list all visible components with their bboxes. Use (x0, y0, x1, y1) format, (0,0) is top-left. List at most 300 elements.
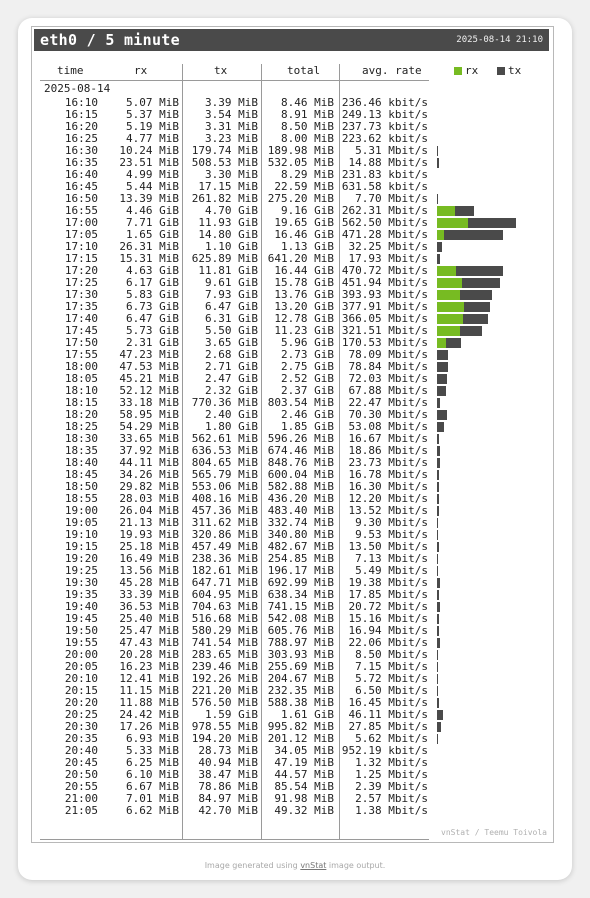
row-total: 254.85 MiB (267, 552, 334, 565)
row-total: 542.08 MiB (267, 612, 334, 625)
row-avg-rate: 1.32 Mbit/s (355, 756, 428, 769)
row-time: 18:40 (64, 456, 98, 469)
row-time: 20:00 (64, 648, 98, 661)
row-time: 18:50 (64, 480, 98, 493)
tx-bar (456, 266, 503, 276)
row-time: 18:00 (64, 360, 98, 373)
row-tx: 40.94 MiB (198, 756, 258, 769)
row-avg-rate: 16.45 Mbit/s (348, 696, 428, 709)
row-rx: 34.26 MiB (119, 468, 179, 481)
tx-bar (437, 158, 439, 168)
row-rx: 25.18 MiB (119, 540, 179, 553)
row-time: 20:55 (64, 780, 98, 793)
row-time: 20:40 (64, 744, 98, 757)
row-avg-rate: 78.84 Mbit/s (348, 360, 428, 373)
row-avg-rate: 249.13 kbit/s (341, 108, 428, 121)
row-time: 16:40 (64, 168, 98, 181)
row-avg-rate: 236.46 kbit/s (341, 96, 428, 109)
row-total: 995.82 MiB (267, 720, 334, 733)
bottom-divider (40, 839, 429, 840)
row-avg-rate: 72.03 Mbit/s (348, 372, 428, 385)
row-time: 20:25 (64, 708, 98, 721)
tx-bar (455, 206, 474, 216)
rx-bar (437, 338, 446, 348)
row-tx: 84.97 MiB (198, 792, 258, 805)
row-time: 19:30 (64, 576, 98, 589)
row-total: 483.40 MiB (267, 504, 334, 517)
row-rx: 26.04 MiB (119, 504, 179, 517)
row-time: 18:10 (64, 384, 98, 397)
row-time: 20:15 (64, 684, 98, 697)
tx-bar (437, 662, 438, 672)
row-total: 8.46 MiB (281, 96, 334, 109)
row-tx: 2.40 GiB (205, 408, 258, 421)
row-avg-rate: 20.72 Mbit/s (348, 600, 428, 613)
row-time: 20:10 (64, 672, 98, 685)
row-total: 44.57 MiB (274, 768, 334, 781)
row-tx: 320.86 MiB (191, 528, 258, 541)
row-total: 2.73 GiB (281, 348, 334, 361)
row-avg-rate: 16.67 Mbit/s (348, 432, 428, 445)
tx-bar (462, 278, 500, 288)
row-tx: 78.86 MiB (198, 780, 258, 793)
row-time: 17:55 (64, 348, 98, 361)
row-tx: 604.95 MiB (191, 588, 258, 601)
row-tx: 239.46 MiB (191, 660, 258, 673)
row-avg-rate: 46.11 Mbit/s (348, 708, 428, 721)
row-rx: 19.93 MiB (119, 528, 179, 541)
rx-bar (437, 290, 460, 300)
row-total: 1.13 GiB (281, 240, 334, 253)
row-total: 340.80 MiB (267, 528, 334, 541)
row-avg-rate: 5.72 Mbit/s (355, 672, 428, 685)
row-time: 19:15 (64, 540, 98, 553)
row-rx: 11.88 MiB (119, 696, 179, 709)
row-total: 16.46 GiB (274, 228, 334, 241)
tx-bar (437, 254, 440, 264)
row-tx: 9.61 GiB (205, 276, 258, 289)
rx-bar (437, 314, 463, 324)
tx-bar (460, 326, 482, 336)
row-time: 19:25 (64, 564, 98, 577)
row-avg-rate: 22.47 Mbit/s (348, 396, 428, 409)
row-rx: 54.29 MiB (119, 420, 179, 433)
tx-bar (437, 242, 442, 252)
row-total: 600.04 MiB (267, 468, 334, 481)
row-total: 13.76 GiB (274, 288, 334, 301)
caption-prefix: Image generated using (204, 861, 301, 870)
row-avg-rate: 631.58 kbit/s (341, 180, 428, 193)
rx-bar (437, 278, 462, 288)
row-rx: 29.82 MiB (119, 480, 179, 493)
row-rx: 36.53 MiB (119, 600, 179, 613)
row-tx: 647.71 MiB (191, 576, 258, 589)
row-avg-rate: 237.73 kbit/s (341, 120, 428, 133)
row-rx: 45.28 MiB (119, 576, 179, 589)
row-avg-rate: 17.93 Mbit/s (348, 252, 428, 265)
row-avg-rate: 321.51 Mbit/s (341, 324, 428, 337)
row-avg-rate: 18.86 Mbit/s (348, 444, 428, 457)
vnstat-link[interactable]: vnStat (300, 861, 327, 870)
row-avg-rate: 32.25 Mbit/s (348, 240, 428, 253)
row-rx: 25.47 MiB (119, 624, 179, 637)
caption-suffix: image output. (326, 861, 386, 870)
row-rx: 52.12 MiB (119, 384, 179, 397)
row-avg-rate: 5.62 Mbit/s (355, 732, 428, 745)
row-total: 674.46 MiB (267, 444, 334, 457)
row-tx: 1.10 GiB (205, 240, 258, 253)
row-time: 19:55 (64, 636, 98, 649)
row-time: 20:45 (64, 756, 98, 769)
row-avg-rate: 9.30 Mbit/s (355, 516, 428, 529)
tx-bar (437, 350, 448, 360)
row-total: 582.88 MiB (267, 480, 334, 493)
row-rx: 4.77 MiB (126, 132, 179, 145)
row-time: 16:30 (64, 144, 98, 157)
row-time: 21:05 (64, 804, 98, 817)
row-tx: 221.20 MiB (191, 684, 258, 697)
row-rx: 4.63 GiB (126, 264, 179, 277)
row-time: 18:20 (64, 408, 98, 421)
tx-bar (437, 686, 438, 696)
row-rx: 33.39 MiB (119, 588, 179, 601)
row-avg-rate: 223.62 kbit/s (341, 132, 428, 145)
row-time: 16:10 (64, 96, 98, 109)
table-row (32, 805, 553, 817)
row-avg-rate: 170.53 Mbit/s (341, 336, 428, 349)
row-tx: 7.93 GiB (205, 288, 258, 301)
row-rx: 5.73 GiB (126, 324, 179, 337)
tx-bar (460, 290, 492, 300)
tx-bar (437, 554, 438, 564)
row-total: 303.93 MiB (267, 648, 334, 661)
row-rx: 24.42 MiB (119, 708, 179, 721)
row-tx: 3.39 MiB (205, 96, 258, 109)
row-time: 19:20 (64, 552, 98, 565)
row-avg-rate: 13.52 Mbit/s (348, 504, 428, 517)
row-tx: 1.59 GiB (205, 708, 258, 721)
rx-bar (437, 302, 464, 312)
row-total: 2.37 GiB (281, 384, 334, 397)
row-time: 18:30 (64, 432, 98, 445)
row-rx: 15.31 MiB (119, 252, 179, 265)
row-tx: 3.65 GiB (205, 336, 258, 349)
row-avg-rate: 17.85 Mbit/s (348, 588, 428, 601)
row-tx: 5.50 GiB (205, 324, 258, 337)
tx-bar (437, 146, 438, 156)
row-rx: 20.28 MiB (119, 648, 179, 661)
row-tx: 2.68 GiB (205, 348, 258, 361)
row-total: 436.20 MiB (267, 492, 334, 505)
row-time: 19:45 (64, 612, 98, 625)
row-tx: 804.65 MiB (191, 456, 258, 469)
row-rx: 6.17 GiB (126, 276, 179, 289)
row-avg-rate: 27.85 Mbit/s (348, 720, 428, 733)
row-rx: 25.40 MiB (119, 612, 179, 625)
row-total: 85.54 MiB (274, 780, 334, 793)
row-tx: 741.54 MiB (191, 636, 258, 649)
row-time: 18:05 (64, 372, 98, 385)
row-rx: 4.99 MiB (126, 168, 179, 181)
row-tx: 408.16 MiB (191, 492, 258, 505)
row-rx: 5.83 GiB (126, 288, 179, 301)
vnstat-report (31, 26, 554, 843)
tx-bar (437, 386, 446, 396)
tx-bar (437, 626, 439, 636)
row-avg-rate: 451.94 Mbit/s (341, 276, 428, 289)
row-time: 19:10 (64, 528, 98, 541)
row-tx: 311.62 MiB (191, 516, 258, 529)
tx-bar (437, 614, 439, 624)
row-time: 17:50 (64, 336, 98, 349)
row-rx: 37.92 MiB (119, 444, 179, 457)
rx-bar (437, 266, 456, 276)
tx-bar (437, 566, 438, 576)
vnstat-credit: vnStat / Teemu Toivola (441, 828, 547, 837)
rx-bar (437, 218, 468, 228)
row-rx: 6.10 MiB (126, 768, 179, 781)
row-tx: 261.82 MiB (191, 192, 258, 205)
row-tx: 457.36 MiB (191, 504, 258, 517)
legend-rx-label: rx (465, 64, 479, 77)
tx-bar (446, 338, 461, 348)
row-time: 16:35 (64, 156, 98, 169)
row-rx: 6.93 MiB (126, 732, 179, 745)
row-avg-rate: 9.53 Mbit/s (355, 528, 428, 541)
row-rx: 6.67 MiB (126, 780, 179, 793)
row-tx: 1.80 GiB (205, 420, 258, 433)
row-tx: 283.65 MiB (191, 648, 258, 661)
row-time: 16:25 (64, 132, 98, 145)
row-avg-rate: 2.57 Mbit/s (355, 792, 428, 805)
row-tx: 14.80 GiB (198, 228, 258, 241)
row-time: 17:20 (64, 264, 98, 277)
row-tx: 2.71 GiB (205, 360, 258, 373)
tx-bar (437, 722, 441, 732)
row-total: 19.65 GiB (274, 216, 334, 229)
row-rx: 47.43 MiB (119, 636, 179, 649)
row-rx: 5.33 MiB (126, 744, 179, 757)
row-rx: 13.39 MiB (119, 192, 179, 205)
row-total: 15.78 GiB (274, 276, 334, 289)
row-total: 201.12 MiB (267, 732, 334, 745)
row-time: 17:10 (64, 240, 98, 253)
row-total: 9.16 GiB (281, 204, 334, 217)
row-total: 13.20 GiB (274, 300, 334, 313)
row-total: 741.15 MiB (267, 600, 334, 613)
row-tx: 562.61 MiB (191, 432, 258, 445)
row-time: 16:45 (64, 180, 98, 193)
table-header (32, 64, 553, 78)
row-rx: 28.03 MiB (119, 492, 179, 505)
row-total: 596.26 MiB (267, 432, 334, 445)
rx-bar (437, 326, 460, 336)
tx-bar (437, 650, 438, 660)
tx-bar (437, 482, 439, 492)
title-bar (34, 29, 549, 51)
row-total: 788.97 MiB (267, 636, 334, 649)
tx-bar (437, 602, 440, 612)
tx-bar (437, 470, 439, 480)
row-rx: 58.95 MiB (119, 408, 179, 421)
row-total: 588.38 MiB (267, 696, 334, 709)
row-rx: 13.56 MiB (119, 564, 179, 577)
row-tx: 38.47 MiB (198, 768, 258, 781)
tx-bar (437, 710, 443, 720)
row-time: 17:45 (64, 324, 98, 337)
row-avg-rate: 13.50 Mbit/s (348, 540, 428, 553)
row-rx: 5.07 MiB (126, 96, 179, 109)
row-avg-rate: 5.31 Mbit/s (355, 144, 428, 157)
row-total: 11.23 GiB (274, 324, 334, 337)
row-total: 641.20 MiB (267, 252, 334, 265)
column-header-avg-rate: avg. rate (362, 64, 422, 77)
row-avg-rate: 393.93 Mbit/s (341, 288, 428, 301)
row-total: 16.44 GiB (274, 264, 334, 277)
row-avg-rate: 19.38 Mbit/s (348, 576, 428, 589)
row-avg-rate: 562.50 Mbit/s (341, 216, 428, 229)
row-rx: 1.65 GiB (126, 228, 179, 241)
row-tx: 3.23 MiB (205, 132, 258, 145)
row-avg-rate: 2.39 Mbit/s (355, 780, 428, 793)
row-total: 2.75 GiB (281, 360, 334, 373)
row-avg-rate: 1.25 Mbit/s (355, 768, 428, 781)
row-tx: 636.53 MiB (191, 444, 258, 457)
row-total: 1.61 GiB (281, 708, 334, 721)
tx-bar (464, 302, 490, 312)
row-time: 19:40 (64, 600, 98, 613)
row-tx: 192.26 MiB (191, 672, 258, 685)
tx-bar (437, 458, 440, 468)
row-avg-rate: 377.91 Mbit/s (341, 300, 428, 313)
row-tx: 42.70 MiB (198, 804, 258, 817)
row-time: 17:00 (64, 216, 98, 229)
row-rx: 10.24 MiB (119, 144, 179, 157)
image-caption (18, 861, 572, 870)
report-timestamp: 2025-08-14 21:10 (456, 35, 543, 45)
row-tx: 508.53 MiB (191, 156, 258, 169)
row-total: 605.76 MiB (267, 624, 334, 637)
row-tx: 3.31 MiB (205, 120, 258, 133)
row-rx: 26.31 MiB (119, 240, 179, 253)
row-time: 17:05 (64, 228, 98, 241)
row-time: 18:15 (64, 396, 98, 409)
tx-bar (437, 398, 440, 408)
row-total: 232.35 MiB (267, 684, 334, 697)
row-total: 204.67 MiB (267, 672, 334, 685)
row-tx: 11.93 GiB (198, 216, 258, 229)
row-tx: 457.49 MiB (191, 540, 258, 553)
row-tx: 238.36 MiB (191, 552, 258, 565)
row-total: 189.98 MiB (267, 144, 334, 157)
row-tx: 625.89 MiB (191, 252, 258, 265)
row-tx: 516.68 MiB (191, 612, 258, 625)
row-rx: 44.11 MiB (119, 456, 179, 469)
row-total: 482.67 MiB (267, 540, 334, 553)
row-tx: 11.81 GiB (198, 264, 258, 277)
row-tx: 770.36 MiB (191, 396, 258, 409)
row-rx: 16.49 MiB (119, 552, 179, 565)
row-tx: 4.70 GiB (205, 204, 258, 217)
row-tx: 194.20 MiB (191, 732, 258, 745)
row-rx: 6.47 GiB (126, 312, 179, 325)
column-header-tx: tx (214, 64, 228, 77)
row-time: 16:55 (64, 204, 98, 217)
legend-tx-label: tx (508, 64, 522, 77)
row-avg-rate: 8.50 Mbit/s (355, 648, 428, 661)
tx-bar (437, 638, 440, 648)
row-rx: 33.65 MiB (119, 432, 179, 445)
row-tx: 182.61 MiB (191, 564, 258, 577)
row-rx: 7.01 MiB (126, 792, 179, 805)
legend-tx-swatch (497, 67, 505, 75)
row-avg-rate: 12.20 Mbit/s (348, 492, 428, 505)
row-avg-rate: 67.88 Mbit/s (348, 384, 428, 397)
tx-bar (437, 674, 438, 684)
row-rx: 45.21 MiB (119, 372, 179, 385)
row-rx: 5.37 MiB (126, 108, 179, 121)
row-time: 16:15 (64, 108, 98, 121)
row-avg-rate: 16.78 Mbit/s (348, 468, 428, 481)
row-total: 8.00 MiB (281, 132, 334, 145)
row-tx: 565.79 MiB (191, 468, 258, 481)
row-total: 692.99 MiB (267, 576, 334, 589)
tx-bar (437, 410, 447, 420)
row-rx: 47.23 MiB (119, 348, 179, 361)
row-rx: 12.41 MiB (119, 672, 179, 685)
column-header-total: total (287, 64, 321, 77)
row-total: 255.69 MiB (267, 660, 334, 673)
row-total: 49.32 MiB (274, 804, 334, 817)
tx-bar (437, 422, 444, 432)
tx-bar (437, 362, 448, 372)
row-rx: 11.15 MiB (119, 684, 179, 697)
row-tx: 3.54 MiB (205, 108, 258, 121)
row-rx: 21.13 MiB (119, 516, 179, 529)
row-avg-rate: 952.19 kbit/s (341, 744, 428, 757)
row-tx: 576.50 MiB (191, 696, 258, 709)
row-avg-rate: 231.83 kbit/s (341, 168, 428, 181)
row-total: 803.54 MiB (267, 396, 334, 409)
row-rx: 16.23 MiB (119, 660, 179, 673)
tx-bar (437, 698, 439, 708)
row-tx: 704.63 MiB (191, 600, 258, 613)
row-avg-rate: 16.30 Mbit/s (348, 480, 428, 493)
row-tx: 580.29 MiB (191, 624, 258, 637)
legend-rx-swatch (454, 67, 462, 75)
tx-bar (437, 578, 440, 588)
column-header-time: time (57, 64, 84, 77)
tx-bar (437, 434, 439, 444)
row-tx: 6.47 GiB (205, 300, 258, 313)
row-total: 2.46 GiB (281, 408, 334, 421)
row-total: 5.96 GiB (281, 336, 334, 349)
row-avg-rate: 471.28 Mbit/s (341, 228, 428, 241)
row-avg-rate: 5.49 Mbit/s (355, 564, 428, 577)
row-avg-rate: 15.16 Mbit/s (348, 612, 428, 625)
row-rx: 33.18 MiB (119, 396, 179, 409)
row-time: 20:30 (64, 720, 98, 733)
row-avg-rate: 14.88 Mbit/s (348, 156, 428, 169)
row-time: 19:35 (64, 588, 98, 601)
row-rx: 47.53 MiB (119, 360, 179, 373)
row-total: 22.59 MiB (274, 180, 334, 193)
tx-bar (468, 218, 516, 228)
row-time: 19:00 (64, 504, 98, 517)
row-avg-rate: 1.38 Mbit/s (355, 804, 428, 817)
row-total: 91.98 MiB (274, 792, 334, 805)
row-avg-rate: 262.31 Mbit/s (341, 204, 428, 217)
